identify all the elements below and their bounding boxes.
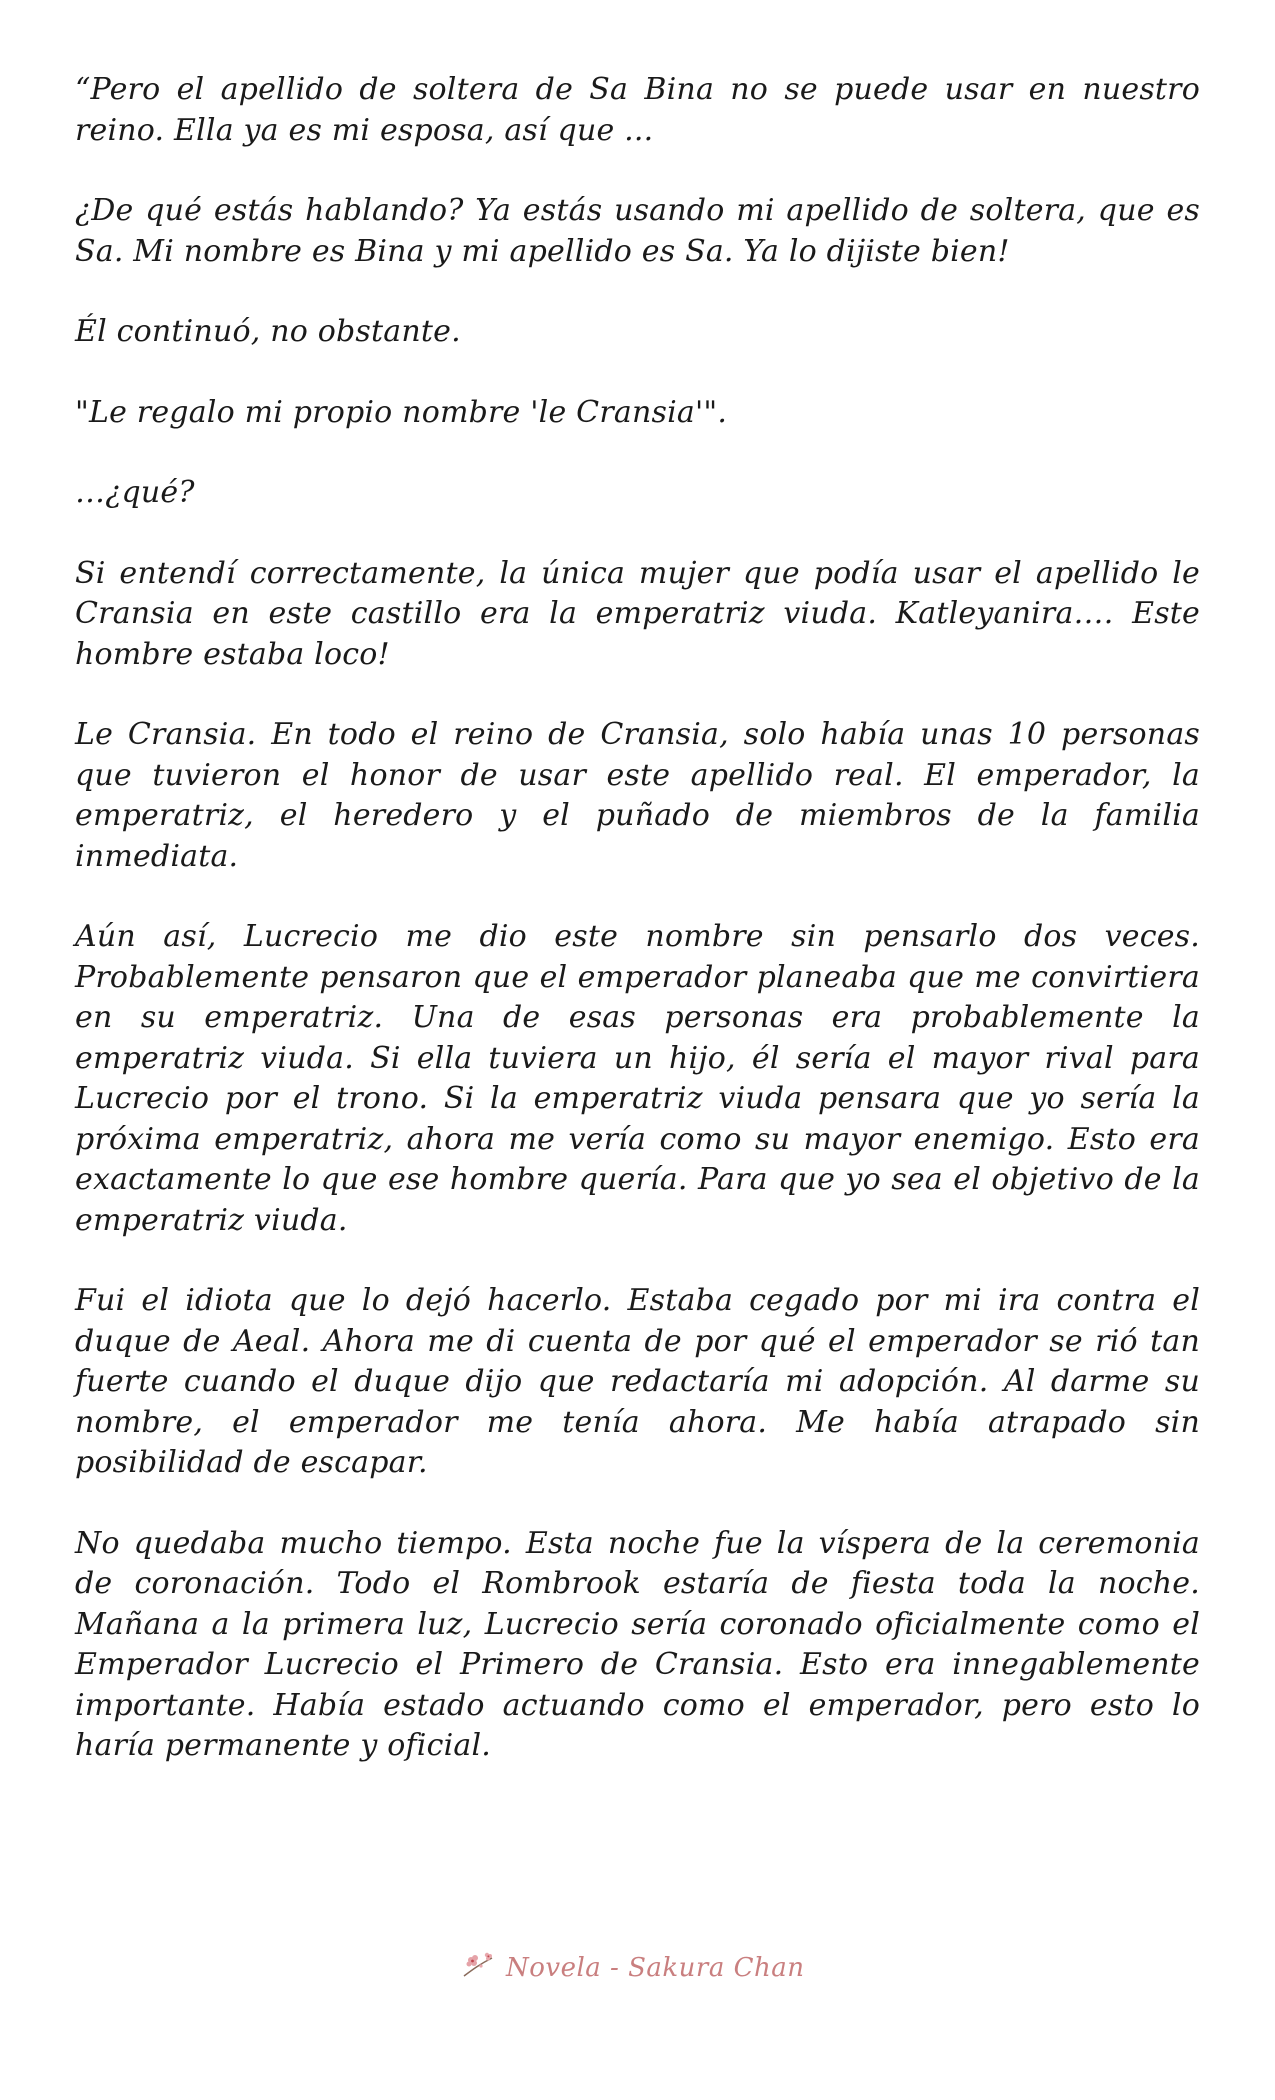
paragraph-3: Él continuó, no obstante. — [75, 314, 461, 349]
paragraph-4: "Le regalo mi propio nombre 'le Cransia'". — [75, 394, 728, 430]
paragraph-5: …¿qué? — [75, 475, 195, 510]
paragraph-9: Fui el idiota que lo dejó hacerlo. Estaba cegado por mi ira contra el duque de Aeal. Ahora me di cuenta de por qué el emperador se rió tan fuerte cuando el duque dijo que redactaría mi adopción. Al darme su nombre, el emperador me tenía ahora. Me había atrapado sin posibilidad de escapar. — [75, 1283, 1200, 1480]
paragraph-8: Aún así, Lucrecio me dio este nombre sin pensarlo dos veces. Probablemente pensaron que el emperador planeaba que me convirtiera en su emperatriz. Una de esas personas era probablemente la emperatriz viuda. Si ella tuviera un hijo, él sería el mayor rival para Lucrecio por el trono. Si la emperatriz viuda pensara que yo sería la próxima emperatriz, ahora me vería como su mayor enemigo. Esto era exactamente lo que ese hombre quería. Para que yo sea el objetivo de la emperatriz viuda. — [75, 919, 1200, 1238]
document-body — [75, 70, 1200, 1807]
paragraph-2: ¿De qué estás hablando? Ya estás usando mi apellido de soltera, que es Sa. Mi nombre es Bina y mi apellido es Sa. Ya lo dijiste bien! — [75, 193, 1200, 269]
paragraph-6: Si entendí correctamente, la única mujer que podía usar el apellido le Cransia en este castillo era la emperatriz viuda. Katleyanira…. Este hombre estaba loco! — [75, 555, 1200, 672]
paragraph-1: “Pero el apellido de soltera de Sa Bina no se puede usar en nuestro reino. Ella ya es mi esposa, así que ... — [75, 72, 1200, 148]
watermark-text: Novela - Sakura Chan — [506, 1952, 805, 1983]
paragraph-7: Le Cransia. En todo el reino de Cransia, solo había unas 10 personas que tuvieron el honor de usar este apellido real. El emperador, la emperatriz, el heredero y el puñado de miembros de la familia inmediata. — [75, 717, 1200, 874]
cherry-blossom-icon — [462, 1950, 496, 1985]
watermark-footer — [462, 1950, 805, 1985]
paragraph-10: No quedaba mucho tiempo. Esta noche fue la víspera de la ceremonia de coronación. Todo el Rombrook estaría de fiesta toda la noche. Mañana a la primera luz, Lucrecio sería coronado oficialmente como el Emperador Lucrecio el Primero de Cransia. Esto era innegablemente importante. Había estado actuando como el emperador, pero esto lo haría permanente y oficial. — [75, 1525, 1200, 1763]
